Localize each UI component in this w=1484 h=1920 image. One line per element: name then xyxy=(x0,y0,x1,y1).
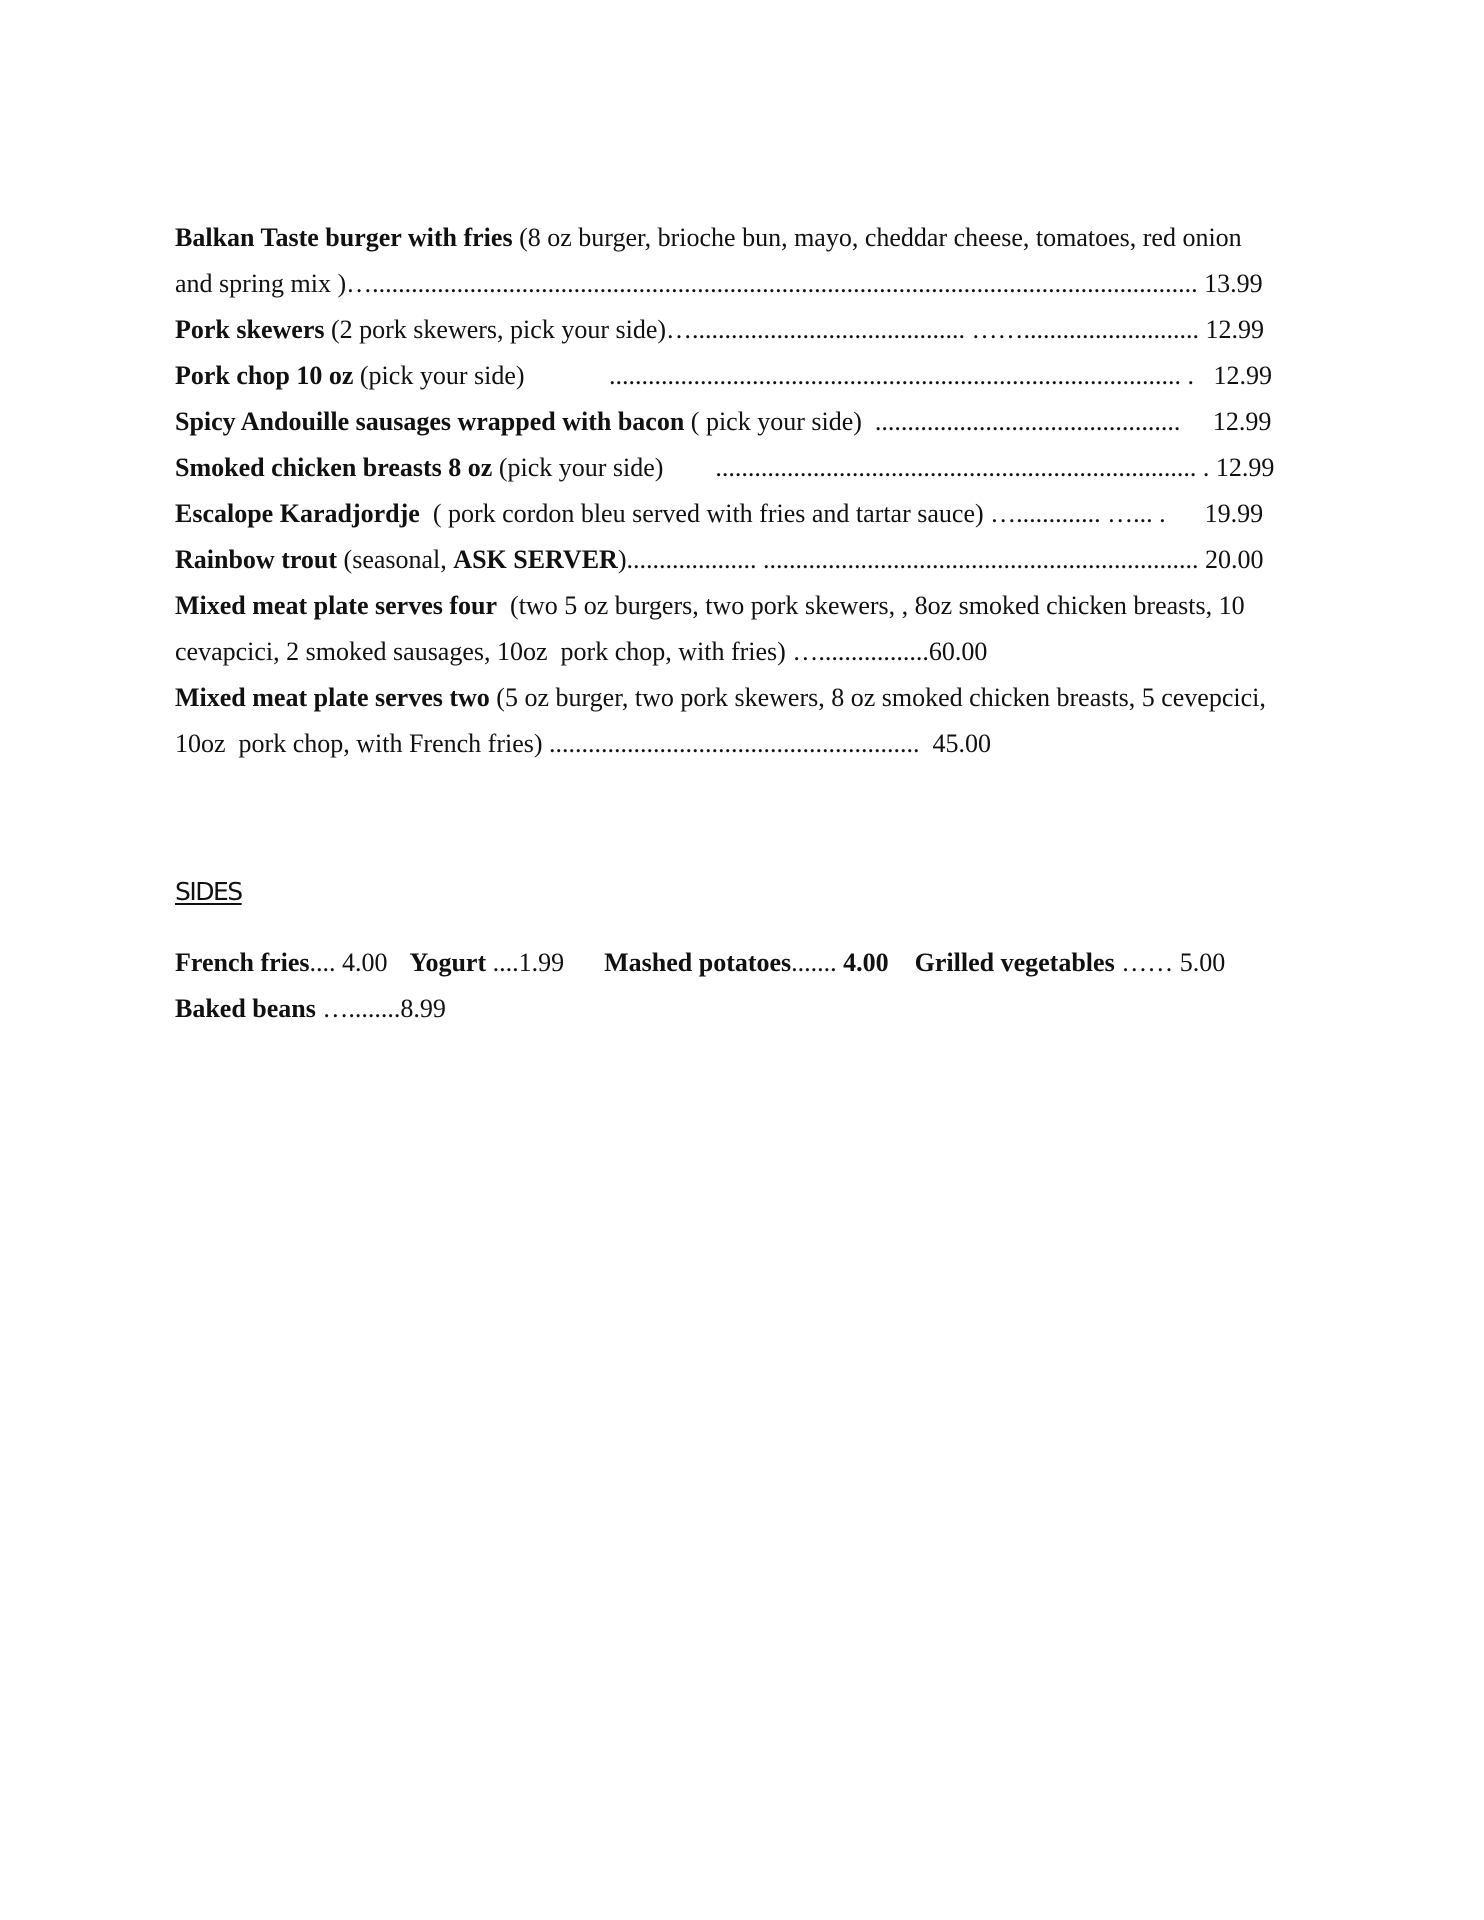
item-description-price: ( pork cordon bleu served with fries and tartar sauce) …............. …... . 19.99 xyxy=(419,499,1264,528)
menu-item-mixed-four xyxy=(175,583,1315,629)
item-description: (seasonal, xyxy=(337,545,454,574)
side-price: …........8.99 xyxy=(315,994,446,1023)
item-description-price: ( pick your side) ............................................... 12.99 xyxy=(684,407,1272,436)
menu-item-escalope xyxy=(175,491,1315,537)
menu-item-burger-price-line xyxy=(175,261,1315,307)
side-name: Yogurt xyxy=(409,948,487,977)
side-price: ....1.99 xyxy=(486,948,565,977)
menu-item-andouille xyxy=(175,399,1315,445)
sides-list xyxy=(175,940,1315,1032)
side-dots: ....... xyxy=(791,948,837,977)
side-name: Baked beans xyxy=(175,994,316,1023)
sides-heading: SIDES xyxy=(175,877,242,906)
side-price: .... 4.00 xyxy=(309,948,388,977)
ask-server-note: ASK SERVER xyxy=(453,545,618,574)
item-name: Spicy Andouille sausages wrapped with bacon xyxy=(175,407,685,436)
menu-item-mixed-two xyxy=(175,675,1315,721)
side-name: Mashed potatoes xyxy=(604,948,792,977)
side-name: French fries xyxy=(175,948,310,977)
menu-item-burger xyxy=(175,215,1315,261)
sides-row-2 xyxy=(175,986,1315,1032)
item-name: Balkan Taste burger with fries xyxy=(175,223,513,252)
item-name: Smoked chicken breasts 8 oz xyxy=(175,453,493,482)
item-description-price: 10oz pork chop, with French fries) ......................................................... 45.00 xyxy=(175,729,992,758)
item-description: (5 oz burger, two pork skewers, 8 oz smoked chicken breasts, 5 cevepcici, xyxy=(489,683,1266,712)
item-name: Rainbow trout xyxy=(175,545,338,574)
item-name: Mixed meat plate serves two xyxy=(175,683,490,712)
item-price: ).................... ................................................................... 20.00 xyxy=(617,545,1264,574)
menu-item-rainbow-trout xyxy=(175,537,1315,583)
side-price: 4.00 xyxy=(843,948,889,977)
item-description-price: cevapcici, 2 smoked sausages, 10oz pork chop, with fries) ….................60.00 xyxy=(175,637,988,666)
menu-item-pork-chop xyxy=(175,353,1315,399)
item-name: Pork skewers xyxy=(175,315,325,344)
sides-row-1 xyxy=(175,940,1315,986)
item-description: (8 oz burger, brioche bun, mayo, cheddar cheese, tomatoes, red onion xyxy=(512,223,1242,252)
item-description-price: and spring mix )…............................................................................................................................... 13.99 xyxy=(175,269,1263,298)
item-name: Escalope Karadjordje xyxy=(175,499,420,528)
side-name: Grilled vegetables xyxy=(914,948,1115,977)
item-description-price: (pick your side) .......................................................................... . 12.99 xyxy=(492,453,1275,482)
menu-item-mixed-four-price-line xyxy=(175,629,1315,675)
item-name: Mixed meat plate serves four xyxy=(175,591,498,620)
side-price: …… 5.00 xyxy=(1114,948,1226,977)
menu-item-pork-skewers xyxy=(175,307,1315,353)
menu-item-smoked-chicken xyxy=(175,445,1315,491)
item-description-price: (pick your side) ........................................................................................ . 12.99 xyxy=(353,361,1273,390)
menu-item-mixed-two-price-line xyxy=(175,721,1315,767)
main-menu xyxy=(175,215,1315,767)
item-name: Pork chop 10 oz xyxy=(175,361,354,390)
item-description-price: (2 pork skewers, pick your side)….......................................... ……........................... 12.99 xyxy=(324,315,1265,344)
item-description: (two 5 oz burgers, two pork skewers, , 8oz smoked chicken breasts, 10 xyxy=(497,591,1245,620)
